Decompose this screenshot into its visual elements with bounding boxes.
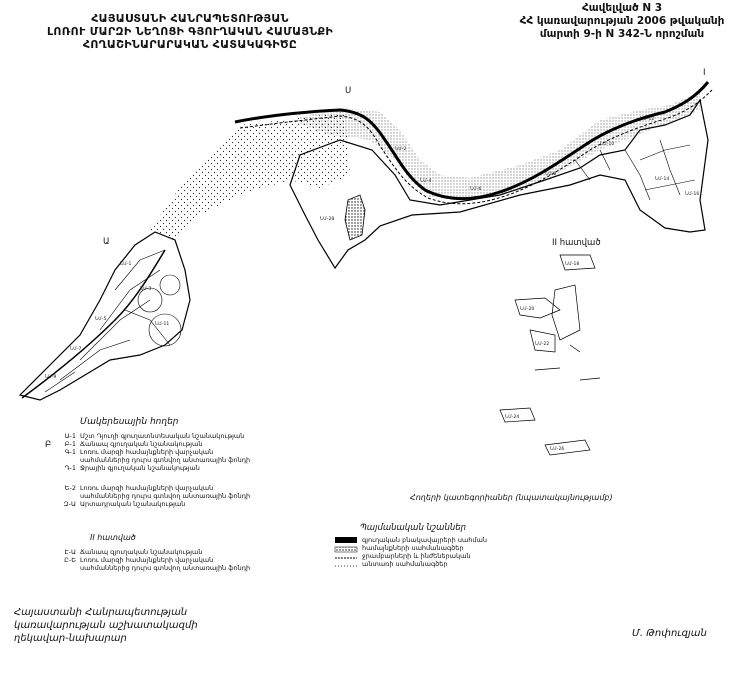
svg-text:ՆՄ-16: ՆՄ-16: [685, 192, 700, 197]
symbol-item: անտառի սահմանագծեր: [362, 560, 448, 568]
legend-item: Ա-1 Մշտ Դյուղի գյուղատնտեսական նշանակության: [64, 432, 245, 440]
section-label-a: Ա: [103, 237, 110, 247]
appendix-line: ՀՀ կառավարության 2006 թվականի: [519, 15, 725, 27]
svg-text:ՆՄ-6: ՆՄ-6: [470, 187, 482, 192]
symbol-item: ջրամբարների և ինժեներական: [362, 552, 471, 560]
svg-text:ՆՄ-28: ՆՄ-28: [320, 217, 335, 222]
legend-item: Ը-Ե Լոռու մարզի համայնքների վարչական: [64, 556, 214, 564]
svg-text:ՆՄ-9: ՆՄ-9: [45, 375, 57, 380]
symbols-list: [362, 536, 487, 568]
signature-name: Մ. Թոփուզյան: [632, 628, 707, 639]
legend-symbol-community: [335, 547, 357, 552]
svg-text:ՆՄ-7: ՆՄ-7: [70, 347, 82, 352]
legend-item: սահմաններից դուրս գտնվող անտառային ֆոնդի: [80, 456, 251, 464]
section2-parcels: [500, 255, 600, 455]
svg-text:ՆՄ-11: ՆՄ-11: [155, 322, 170, 327]
legend-list: [40, 432, 250, 472]
footer-line: ղեկավար-նախարար: [14, 633, 127, 644]
legend-title: Մակերեսային հողեր: [80, 417, 179, 427]
section-label-b: Բ: [45, 440, 52, 450]
symbol-item: համայնքների սահմանագծեր: [362, 544, 464, 552]
legend-item: Զ-Ա Արտադրական նշանակության: [63, 500, 186, 508]
svg-text:ՆՄ-1: ՆՄ-1: [120, 262, 132, 267]
svg-text:ՆՄ-4: ՆՄ-4: [420, 179, 432, 184]
forest-zone-river: [290, 92, 700, 200]
section2-list: [40, 548, 250, 572]
legend-item: սահմաններից դուրս գտնվող անտառային ֆոնդի: [80, 564, 251, 572]
appendix-line: Հավելված N 3: [581, 2, 663, 14]
svg-text:ՆՄ-26: ՆՄ-26: [550, 447, 565, 452]
svg-text:ՆՄ-12: ՆՄ-12: [640, 117, 655, 122]
section-label-i: I: [703, 68, 706, 78]
footer-signatory: [14, 606, 198, 645]
title-line: ՀԱՅԱՍՏԱՆԻ ՀԱՆՐԱՊԵՏՈՒԹՅԱՆ: [91, 12, 289, 25]
symbols-title: Պայմանական նշաններ: [360, 523, 466, 533]
svg-text:ՆՄ-2: ՆՄ-2: [395, 147, 407, 152]
svg-text:ՆՄ-14: ՆՄ-14: [655, 177, 670, 182]
north-label: Ս: [345, 86, 352, 96]
appendix-line: մարտի 9-ի N 342-Ն որոշման: [539, 28, 705, 40]
legend-item: Դ-1 Ջրային գյուղական նշանակության: [64, 464, 200, 472]
svg-text:ՆՄ-3: ՆՄ-3: [140, 287, 152, 292]
legend-item: Ե-2 Լոռու մարզի համայնքների վարչական: [64, 484, 214, 492]
map-caption: Հողերի կատեգորիաներ (նպատակայնությամբ): [410, 493, 613, 502]
legend-item: սահմաններից դուրս գտնվող անտառային ֆոնդի: [80, 492, 251, 500]
symbol-item: գյուղական բնակավայրերի սահման: [362, 536, 488, 544]
section-label-ii: II հատված: [552, 238, 601, 248]
parcel-central: [345, 195, 365, 240]
svg-text:ՆՄ-22: ՆՄ-22: [535, 342, 550, 347]
svg-text:ՆՄ-24: ՆՄ-24: [505, 415, 520, 420]
legend-item: Է-Ա Ճանապ գյուղական նշանակության: [64, 548, 203, 556]
footer-line: կառավարության աշխատակազմի: [14, 620, 198, 631]
title-line: ՀՈՂԱՇԻՆԱՐԱՐԱԿԱՆ ՀԱՏԱԿԱԳԻԾԸ: [82, 38, 298, 51]
footer-line: Հայաստանի Հանրապետության: [14, 607, 188, 618]
legend-item: Բ-1 Ճանապ գյուղական նշանակության: [64, 440, 203, 448]
svg-text:ՆՄ-5: ՆՄ-5: [95, 317, 107, 322]
svg-text:ՆՄ-8: ՆՄ-8: [545, 172, 557, 177]
svg-text:ՆՄ-18: ՆՄ-18: [565, 262, 580, 267]
legend-list-2: [40, 484, 250, 508]
legend-item: Գ-1 Լոռու մարզի համայնքների վարչական: [64, 448, 214, 456]
svg-text:ՆՄ-20: ՆՄ-20: [520, 307, 535, 312]
title-line: ԼՈՌՈՒ ՄԱՐԶԻ ՆԵՂՈՑԻ ԳՅՈՒՂԱԿԱՆ ՀԱՄԱՅՆՔԻ: [46, 25, 334, 38]
svg-text:ՆՄ-10: ՆՄ-10: [600, 142, 615, 147]
road-west: [22, 250, 165, 398]
legend-symbol-boundary: [335, 537, 357, 543]
section2-title: II հատված: [90, 533, 136, 542]
